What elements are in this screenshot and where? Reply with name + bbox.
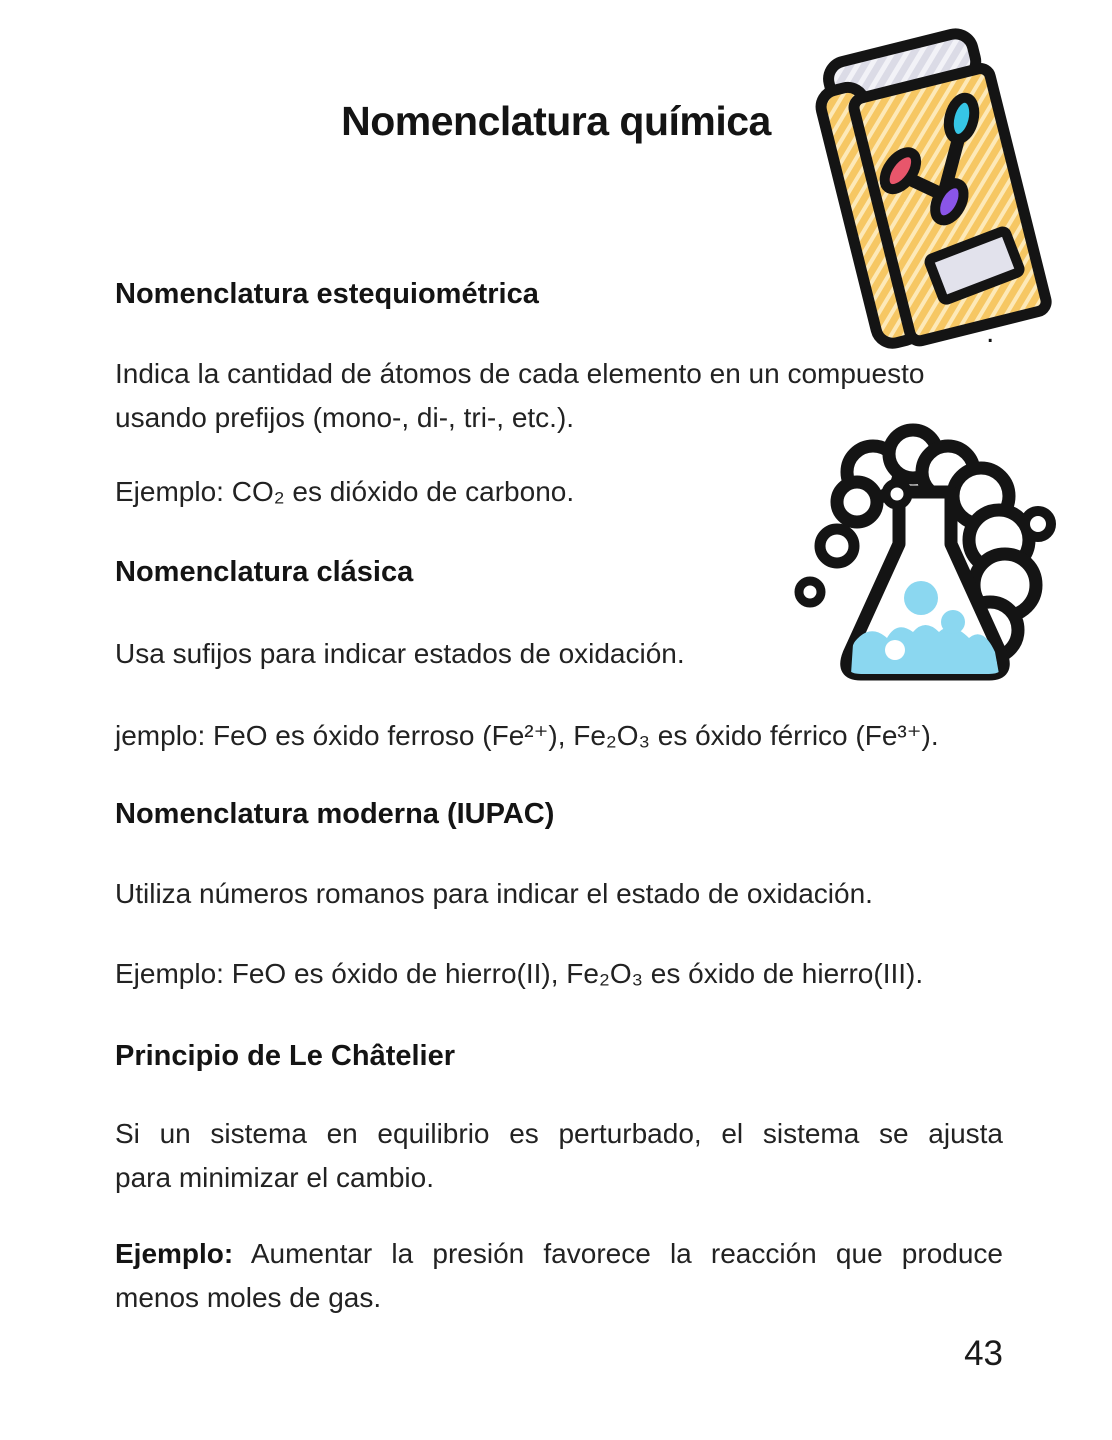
paragraph-line xyxy=(115,1232,1003,1276)
bubble-ring-left-small xyxy=(799,581,821,603)
paragraph xyxy=(115,714,1003,758)
section-heading-le-chatelier: Principio de Le Châtelier xyxy=(115,1040,456,1072)
paragraph xyxy=(115,632,1003,676)
section-heading-estequiometrica: Nomenclatura estequiométrica xyxy=(115,278,539,310)
paragraph-line: Utiliza números romanos para indicar el estado de oxidación. xyxy=(115,878,873,909)
chemistry-book-icon xyxy=(815,0,1055,360)
paragraph xyxy=(115,352,1003,440)
example-text: Aumentar la presión favorece la reacción que produce xyxy=(250,1238,1003,1269)
stray-period: . xyxy=(986,316,995,349)
example-lead: Ejemplo: xyxy=(115,1238,234,1269)
paragraph-line: Usa sufijos para indicar estados de oxidación. xyxy=(115,638,685,669)
paragraph-line: Ejemplo: CO₂ es dióxido de carbono. xyxy=(115,476,575,507)
paragraph-line: menos moles de gas. xyxy=(115,1282,382,1313)
page-title: Nomenclatura química xyxy=(341,98,771,144)
paragraph-line: jemplo: FeO es óxido ferroso (Fe²⁺), Fe₂O₃ es óxido férrico (Fe³⁺). xyxy=(115,720,939,751)
paragraph xyxy=(115,872,1003,916)
paragraph xyxy=(115,1112,1003,1200)
paragraph-line: para minimizar el cambio. xyxy=(115,1162,434,1193)
liquid-bubble xyxy=(904,581,938,615)
page-number: 43 xyxy=(964,1334,1003,1373)
section-heading-iupac: Nomenclatura moderna (IUPAC) xyxy=(115,798,555,830)
liquid-bubble xyxy=(941,610,965,634)
bubble-ring-right xyxy=(1025,511,1051,537)
paragraph-line: usando prefijos (mono-, di-, tri-, etc.). xyxy=(115,402,575,433)
paragraph-line: Ejemplo: FeO es óxido de hierro(II), Fe₂O₃ es óxido de hierro(III). xyxy=(115,958,924,989)
book-svg xyxy=(815,0,1055,360)
paragraph xyxy=(115,1232,1003,1320)
paragraph xyxy=(115,952,1003,996)
bubble-ring-left-large xyxy=(820,529,854,563)
paragraph xyxy=(115,470,1003,514)
paragraph-line: Indica la cantidad de átomos de cada elemento en un compuesto xyxy=(115,358,925,389)
section-heading-clasica: Nomenclatura clásica xyxy=(115,556,414,588)
paragraph-line: Si un sistema en equilibrio es perturbado, el sistema se ajusta xyxy=(115,1118,1003,1149)
